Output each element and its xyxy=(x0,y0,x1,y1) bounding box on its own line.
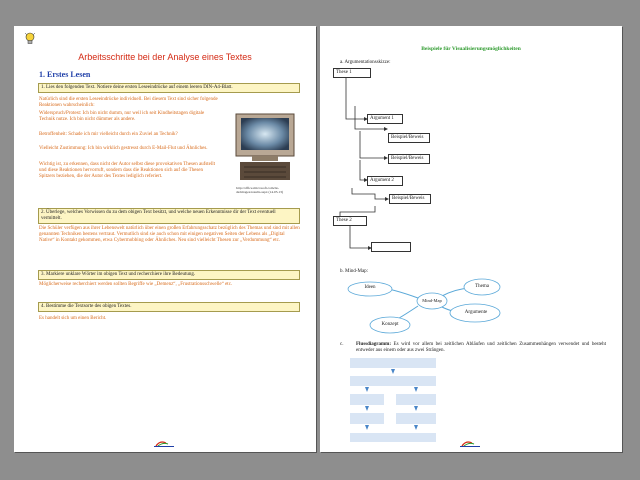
mindmap-node-konzept: Konzept xyxy=(381,322,399,327)
box-beispiel-2: Beispiel/Beweis xyxy=(388,154,430,164)
publisher-logo-icon xyxy=(458,440,482,448)
answer-paragraph-5: Wichtig ist, zu erkennen, dass nicht der Autor selbst diese provokativen Thesen aufstellt und diese Reaktionen hervorruft, sondern dass die Reaktionen sich auf die Thesen Spitzers beziehen, die der Autor des Textes lediglich referiert. xyxy=(39,162,216,179)
label-argumentation: a. Argumentationsskizze: xyxy=(340,60,391,65)
mindmap-node-thema: Thema xyxy=(475,284,489,289)
box-these-2: These 2 xyxy=(333,216,367,226)
answer-paragraph-1: Natürlich sind die ersten Leseeindrücke individuell. Bei diesem Text sind sicher folgende Reaktionen wahrscheinlich: xyxy=(39,97,218,108)
right-page xyxy=(320,26,622,452)
mindmap-node-argumente: Argumente xyxy=(464,310,488,315)
flowchart-label: Flussdiagramm: xyxy=(356,342,391,347)
task-3: 3. Markiere unklare Wörter im obigen Text und recherchiere ihre Bedeutung. xyxy=(38,270,300,280)
task-2: 2. Überlege, welches Vorwissen du zu dem obigen Text besitzt, und welche neuen Erkenntnisse dir der Text eventuell vermittelt. xyxy=(38,208,300,224)
box-argument-1: Argument 1 xyxy=(367,114,403,124)
label-mindmap: b. Mind-Map: xyxy=(340,269,369,274)
flowchart-arrows xyxy=(320,26,622,452)
publisher-logo-icon xyxy=(152,440,176,448)
answer-paragraph-3: Betroffenheit: Schade ich mir vielleicht durch ein Zuviel an Technik? xyxy=(39,132,178,137)
visualization-title: Beispiele für Visualisierungsmöglichkeiten xyxy=(421,46,521,52)
task-4: 4. Bestimme die Textsorte des obigen Textes. xyxy=(38,302,300,312)
answer-paragraph-2: Widerspruch/Protest: Ich bin nicht dumm, nur weil ich seit Kindheitstagen digitale Technik nutze. Ich bin nicht dümmer als andere. xyxy=(39,111,205,122)
answer-paragraph-4: Vielleicht Zustimmung: Ich bin wirklich gestresst durch E-Mail-Flut und Ähnliches. xyxy=(39,146,208,151)
box-beispiel-1: Beispiel/Beweis xyxy=(388,133,430,143)
image-caption: http://office.microsoft.com/de-de/images/results.aspx (14.05.13) xyxy=(236,186,284,195)
box-these-1: These 1 xyxy=(333,68,371,78)
mindmap-center: Mind-Map xyxy=(422,298,442,303)
answer-paragraph-7: Möglicherweise recherchiert werden sollten Begriffe wie „Demenz“, „Frustrationsschwelle“ etc. xyxy=(39,282,233,287)
down-arrow-icon xyxy=(365,369,418,430)
label-flowchart-letter: c. xyxy=(340,342,344,347)
lightbulb-icon xyxy=(24,32,36,46)
answer-paragraph-8: Es handelt sich um einen Bericht. xyxy=(39,316,107,321)
box-beispiel-3: Beispiel/Beweis xyxy=(389,194,431,204)
answer-paragraph-6: Die Schüler verfügen aus ihrer Lebenswelt natürlich über einen großen Erfahrungsschatz bezüglich des Themas und sind mit allen genannten Techniken bestens vertraut. Vermutlich sind sie auch schon mit einigen negativen Seiten der Lebens als „Digital Native“ in Kontakt gekommen, etwa Cybermobbing oder Ähnliches. Neu sind vielleicht Thesen zur „Verdummung“ etc. xyxy=(39,226,300,243)
box-argument-2: Argument 2 xyxy=(367,176,403,186)
left-page xyxy=(14,26,316,452)
computer-screen-image xyxy=(234,112,296,184)
document-title: Arbeitsschritte bei der Analyse eines Textes xyxy=(78,52,252,62)
mindmap-node-ideen: Ideen xyxy=(364,285,376,290)
section-heading: 1. Erstes Lesen xyxy=(39,70,91,79)
task-1: 1. Lies den folgenden Text. Notiere deine ersten Leseeindrücke auf einem leeren DIN-A4-Blatt. xyxy=(38,83,300,93)
flowchart-text: Es wird vor allem bei zeitlichen Abläufen und zeitlichen Zusammenhängen verwendet und besteht entweder aus einem oder aus zwei Strängen. xyxy=(356,342,606,353)
